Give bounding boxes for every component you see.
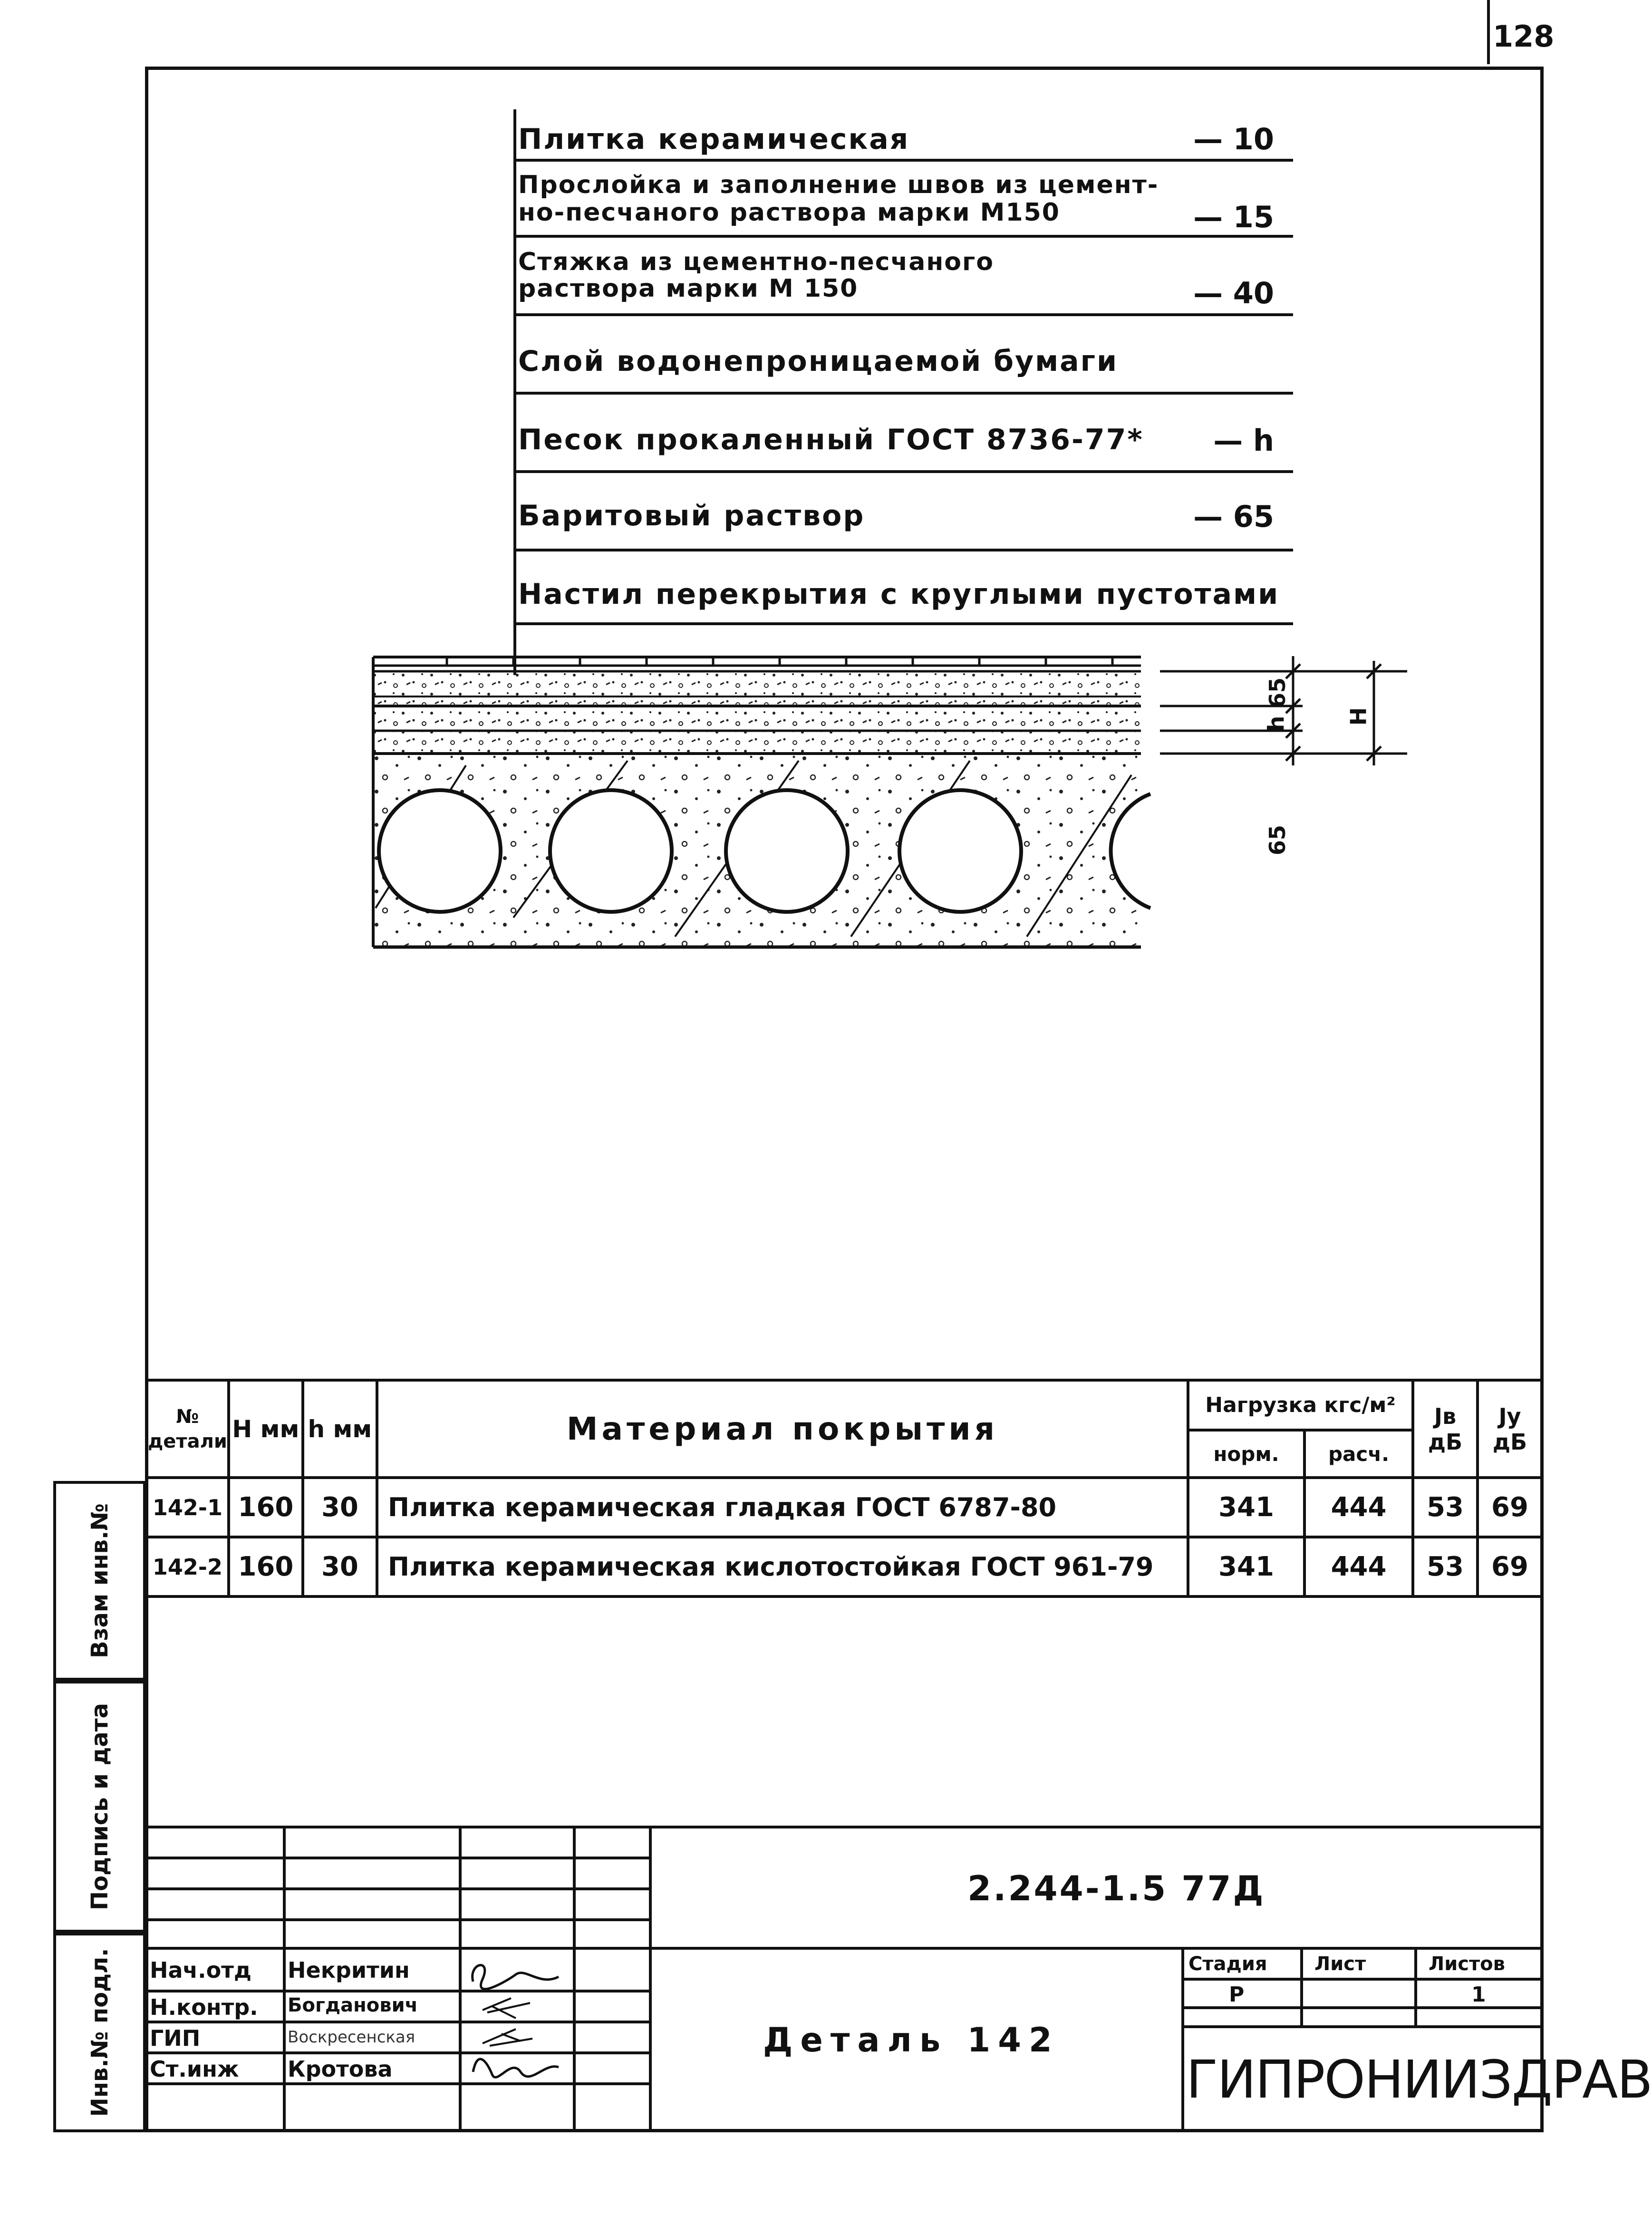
table-row [146,1478,1542,1537]
name-2: Богданович [288,1994,418,2016]
layer-3 [513,238,1293,316]
swap-inv-label: Взам инв.№ [86,1503,113,1658]
title-block [145,1826,1652,2132]
cell-material: Плитка керамическая кислотостойкая ГОСТ 961-79 [377,1537,1188,1596]
header-load: Нагрузка кгс/м² [1188,1380,1413,1430]
layer-6-label: Баритовый раствор [518,499,865,532]
sheet-label: Лист [1314,1953,1366,1975]
floor-section-svg [371,651,1417,975]
dim-label-h: h [1263,716,1289,732]
role-3: ГИП [150,2025,201,2051]
header-h: h мм [303,1380,377,1478]
layer-5 [513,395,1293,473]
side-stamp [53,1481,146,2132]
header-detail-no: № детали [146,1380,229,1478]
header-H: H мм [229,1380,303,1478]
stage-value: Р [1229,1983,1245,2007]
header-material: Материал покрытия [377,1380,1188,1478]
organization-name: ГИПРОНИИЗДРАВ [1186,2049,1652,2110]
spec-table-wrapper [145,1379,1544,1598]
layer-2-label-line1: Прослойка и заполнение швов из цемент- [518,171,1159,199]
swap-inv-cell [53,1481,146,1681]
layer-1-label: Плитка керамическая [518,123,910,156]
cell-yv: 53 [1413,1537,1478,1596]
cell-H: 160 [229,1478,303,1537]
sheet-number-divider [1487,0,1490,64]
cell-H: 160 [229,1537,303,1596]
sand-layer [373,707,1141,731]
sheets-value: 1 [1471,1983,1486,2007]
layer-6 [513,473,1293,551]
cell-detail: 142-1 [146,1478,229,1537]
spec-table [145,1379,1544,1598]
cell-yu: 69 [1478,1537,1542,1596]
layer-4-label: Слой водонепроницаемой бумаги [518,345,1119,378]
layer-2-label-line2: но-песчаного раствора марки М150 [518,198,1060,227]
dim-label-H: H [1345,707,1372,726]
header-load-norm: норм. [1188,1430,1304,1478]
sign-date-label: Подпись и дата [86,1703,113,1910]
cell-calc: 444 [1304,1537,1413,1596]
table-row [146,1537,1542,1596]
cell-calc: 444 [1304,1478,1413,1537]
barite-layer [373,732,1141,754]
cell-yu: 69 [1478,1478,1542,1537]
header-yv: Jв дБ [1413,1380,1478,1478]
cell-norm: 341 [1188,1537,1304,1596]
layer-4 [513,316,1293,395]
dim-label-65-bottom: 65 [1265,824,1291,856]
cell-material: Плитка керамическая гладкая ГОСТ 6787-80 [377,1478,1188,1537]
name-4: Кротова [288,2056,393,2082]
layer-3-label-line1: Стяжка из цементно-песчаного [518,248,994,276]
layer-6-thickness: — 65 [1193,499,1274,534]
drawing-title: Деталь 142 [763,2021,1060,2060]
layer-3-label-line2: раствора марки М 150 [518,274,859,303]
doc-code: 2.244-1.5 77Д [967,1868,1266,1908]
layer-5-thickness: — h [1213,423,1274,458]
role-4: Ст.инж [150,2056,239,2082]
header-load-calc: расч. [1304,1430,1413,1478]
layer-5-label: Песок прокаленный ГОСТ 8736-77* [518,423,1144,456]
inv-no-label: Инв.№ подл. [86,1948,113,2117]
name-1: Некритин [288,1957,410,1983]
layer-7-label: Настил перекрытия с круглыми пустотами [518,578,1280,611]
cell-norm: 341 [1188,1478,1304,1537]
role-2: Н.контр. [150,1994,258,2020]
layer-7 [513,551,1293,625]
cell-detail: 142-2 [146,1537,229,1596]
header-yu: Jу дБ [1478,1380,1542,1478]
sheets-label: Листов [1429,1953,1505,1975]
layer-2-thickness: — 15 [1193,200,1274,234]
layer-2 [513,162,1293,238]
signatures [464,1953,568,2081]
cell-h: 30 [303,1537,377,1596]
stage-label: Стадия [1188,1953,1267,1975]
layer-1 [513,109,1293,162]
sign-date-cell [53,1681,146,1933]
cell-h: 30 [303,1478,377,1537]
cell-yv: 53 [1413,1478,1478,1537]
layer-3-thickness: — 40 [1193,276,1274,310]
dim-label-65-top: 65 [1265,677,1291,708]
floor-section-drawing [371,651,1417,977]
layer-1-thickness: — 10 [1193,122,1274,156]
role-1: Нач.отд [150,1957,252,1983]
sheet-number: 128 [1493,19,1555,54]
name-3: Воскресенская [288,2028,415,2047]
inv-no-cell [53,1933,146,2132]
